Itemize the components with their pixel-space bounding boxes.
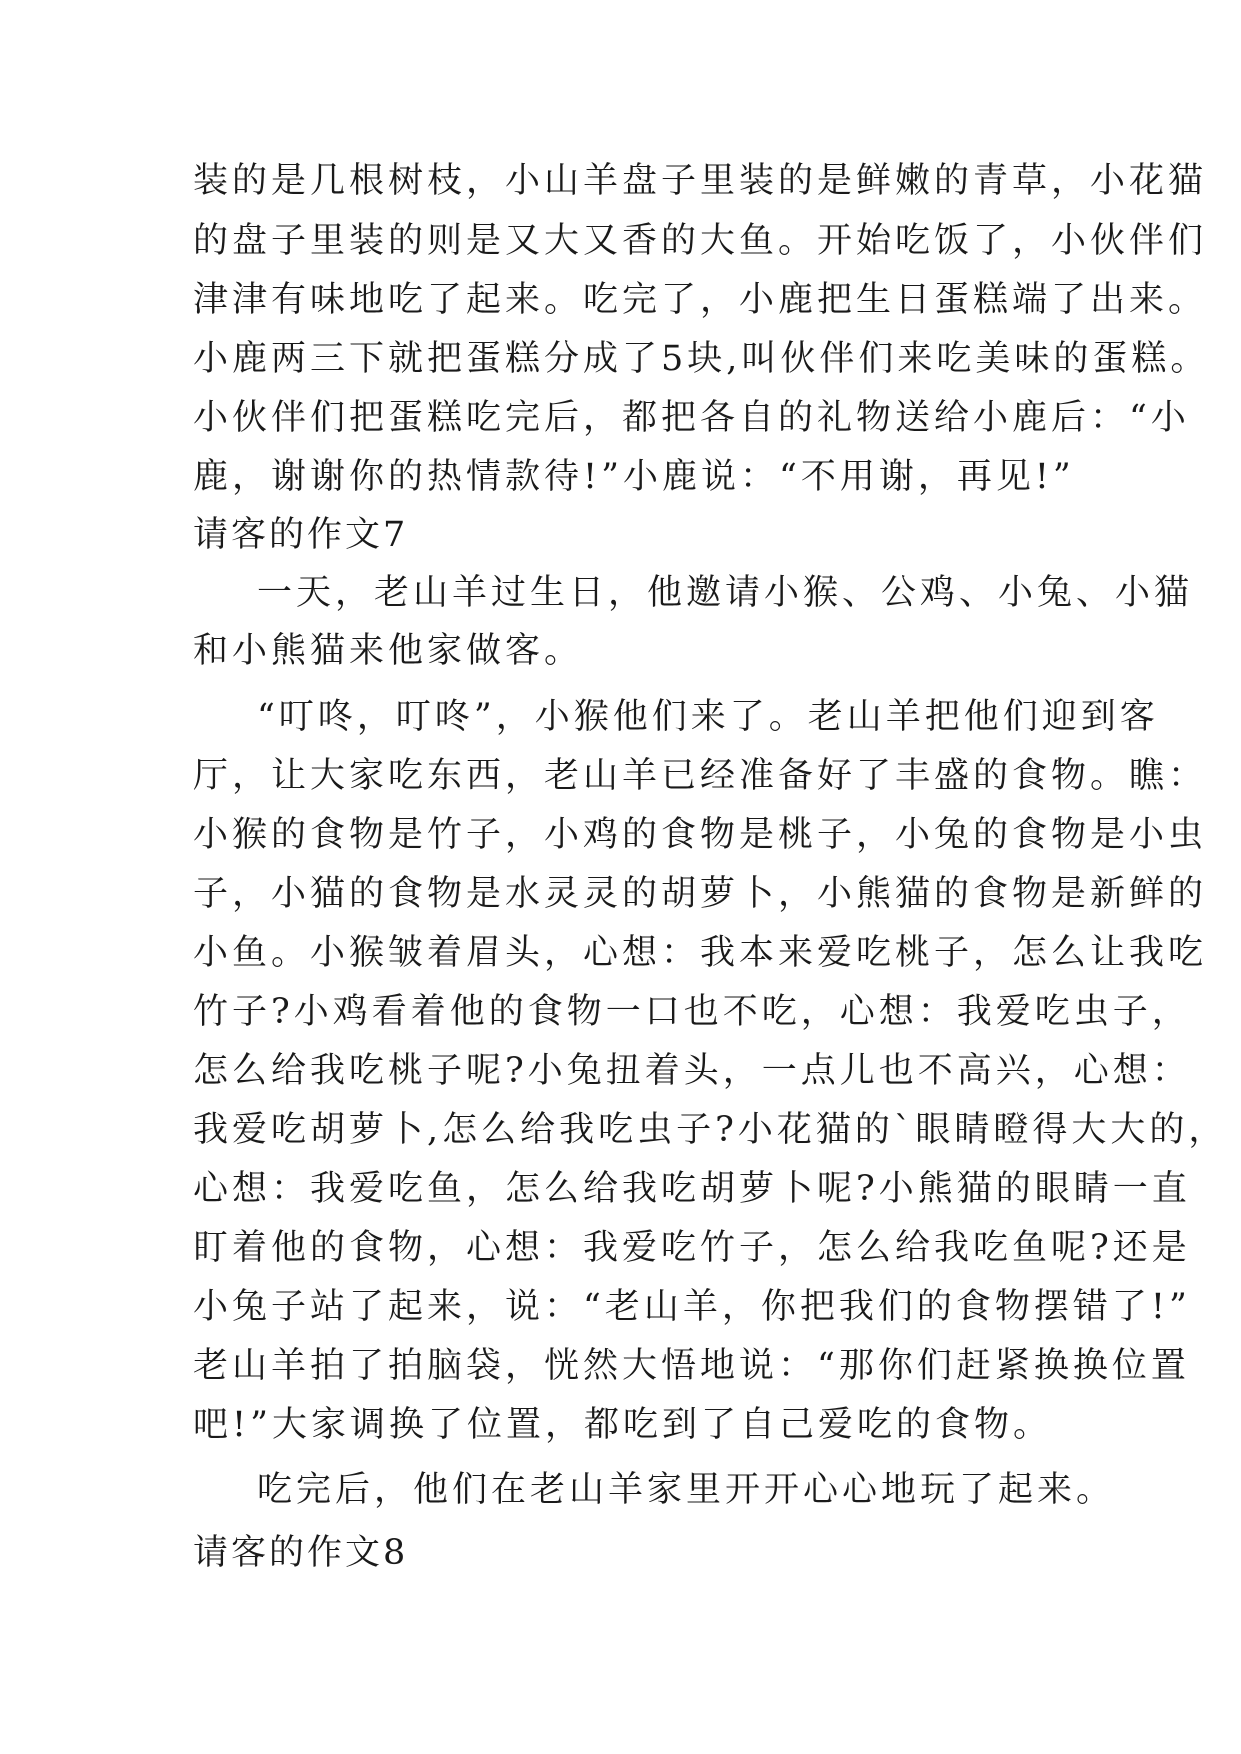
paragraph-line: 怎么给我吃桃子呢?小兔扭着头，一点儿也不高兴，心想： <box>193 1051 1191 1091</box>
paragraph-line: 老山羊拍了拍脑袋，恍然大悟地说：“那你们赶紧换换位置 <box>193 1346 1190 1386</box>
paragraph-line: 吧!”大家调换了位置，都吃到了自己爱吃的食物。 <box>193 1405 1052 1445</box>
paragraph-line: 的盘子里装的则是又大又香的大鱼。开始吃饭了，小伙伴们 <box>193 221 1208 261</box>
paragraph-line: 鹿，谢谢你的热情款待!”小鹿说：“不用谢，再见!” <box>193 457 1075 497</box>
paragraph-line: 小鱼。小猴皱着眉头，心想：我本来爱吃桃子，怎么让我吃 <box>193 933 1208 973</box>
paragraph-line: 一天，老山羊过生日，他邀请小猴、公鸡、小兔、小猫 <box>257 573 1194 613</box>
paragraph-line: 厅，让大家吃东西，老山羊已经准备好了丰盛的食物。瞧： <box>193 756 1208 796</box>
paragraph-line: 心想：我爱吃鱼，怎么给我吃胡萝卜呢?小熊猫的眼睛一直 <box>193 1169 1191 1209</box>
paragraph-line: 装的是几根树枝，小山羊盘子里装的是鲜嫩的青草，小花猫 <box>193 161 1208 201</box>
paragraph-line: 小猴的食物是竹子，小鸡的食物是桃子，小兔的食物是小虫 <box>193 815 1208 855</box>
paragraph-line: 盯着他的食物，心想：我爱吃竹子，怎么给我吃鱼呢?还是 <box>193 1228 1191 1268</box>
paragraph-line: 子，小猫的食物是水灵灵的胡萝卜，小熊猫的食物是新鲜的 <box>193 874 1208 914</box>
paragraph-line: 小兔子站了起来，说：“老山羊，你把我们的食物摆错了!” <box>193 1287 1191 1327</box>
paragraph-line: 竹子?小鸡看着他的食物一口也不吃，心想：我爱吃虫子， <box>193 992 1191 1032</box>
section-heading: 请客的作文8 <box>193 1533 409 1573</box>
paragraph-line: 吃完后，他们在老山羊家里开开心心地玩了起来。 <box>257 1470 1116 1510</box>
paragraph-line: “叮咚，叮咚”，小猴他们来了。老山羊把他们迎到客 <box>257 697 1159 737</box>
paragraph-line: 和小熊猫来他家做客。 <box>193 631 584 671</box>
paragraph-line: 小伙伴们把蛋糕吃完后，都把各自的礼物送给小鹿后：“小 <box>193 398 1190 438</box>
paragraph-line: 小鹿两三下就把蛋糕分成了5块,叫伙伴们来吃美味的蛋糕。 <box>193 339 1210 379</box>
paragraph-line: 津津有味地吃了起来。吃完了，小鹿把生日蛋糕端了出来。 <box>193 280 1208 320</box>
section-heading: 请客的作文7 <box>193 515 409 555</box>
paragraph-line: 我爱吃胡萝卜,怎么给我吃虫子?小花猫的`眼睛瞪得大大的， <box>193 1110 1228 1150</box>
